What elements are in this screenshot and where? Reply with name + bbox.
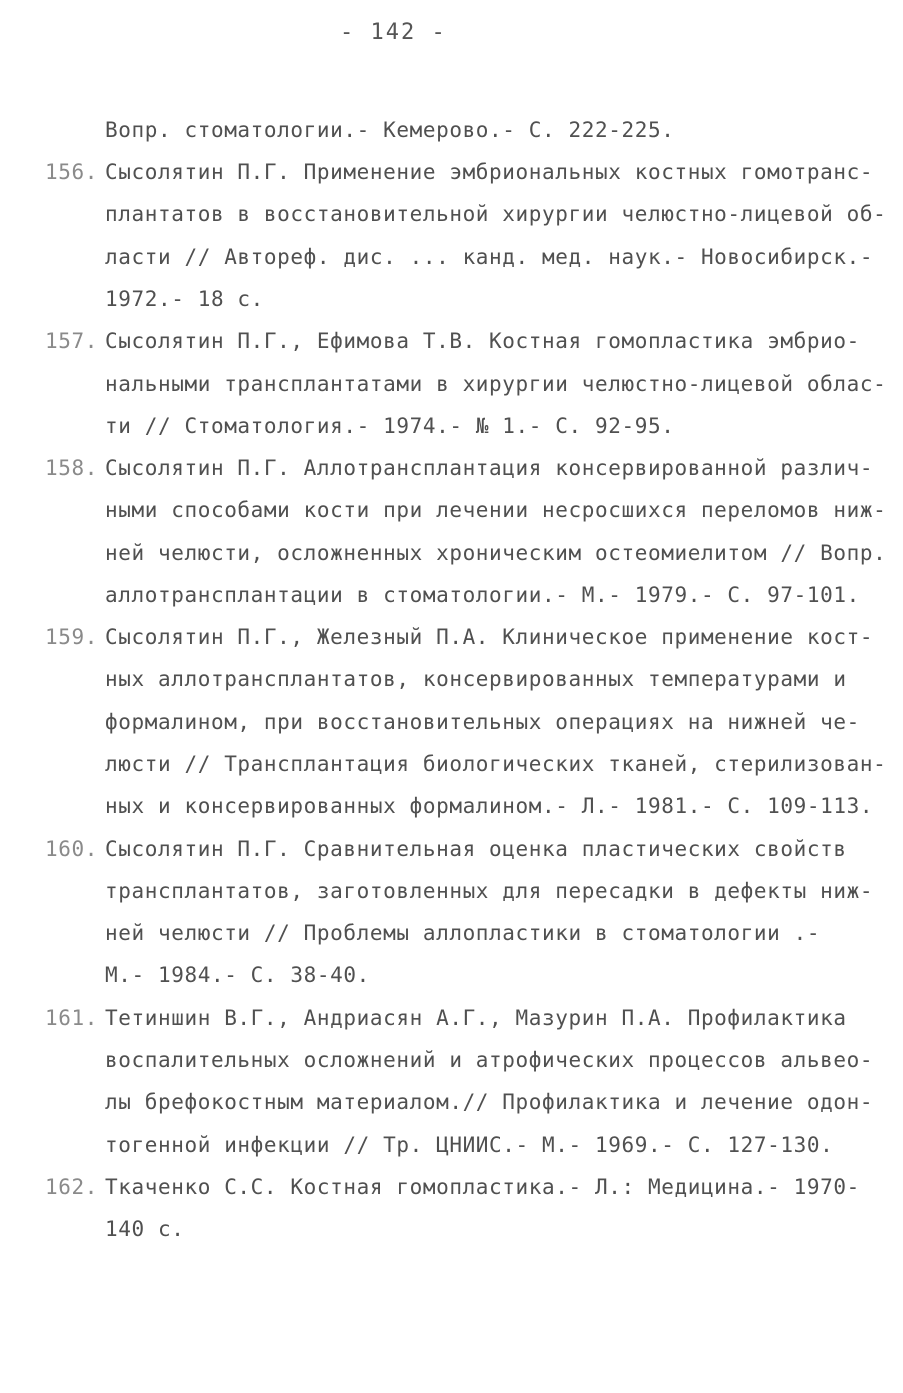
reference-line: ными способами кости при лечении несросшихся переломов ниж- xyxy=(105,498,887,522)
reference-line: Сысолятин П.Г., Железный П.А. Клиническое применение кост- xyxy=(105,625,874,649)
reference-line: ласти // Автореф. дис. ... канд. мед. наук.- Новосибирск.- xyxy=(105,245,874,269)
reference-line: ных и консервированных формалином.- Л.- 1981.- С. 109-113. xyxy=(105,794,874,818)
reference-line: лы брефокостным материалом.// Профилактика и лечение одон- xyxy=(105,1090,874,1114)
reference-line: трансплантатов, заготовленных для пересадки в дефекты ниж- xyxy=(105,879,874,903)
reference-line: М.- 1984.- С. 38-40. xyxy=(105,963,370,987)
reference-line: ней челюсти // Проблемы аллопластики в стоматологии .- xyxy=(105,921,821,945)
reference-number: 161. xyxy=(45,1006,98,1030)
reference-line: Сысолятин П.Г. Применение эмбриональных костных гомотранс- xyxy=(105,160,874,184)
reference-line: 140 с. xyxy=(105,1217,185,1241)
reference-line: аллотрансплантации в стоматологии.- М.- 1979.- С. 97-101. xyxy=(105,583,860,607)
reference-number: 158. xyxy=(45,456,98,480)
reference-line: Ткаченко С.С. Костная гомопластика.- Л.: Медицина.- 1970- xyxy=(105,1175,860,1199)
reference-line: нальными трансплантатами в хирургии челюстно-лицевой облас- xyxy=(105,372,887,396)
reference-line: люсти // Трансплантация биологических тканей, стерилизован- xyxy=(105,752,887,776)
reference-line: Сысолятин П.Г. Сравнительная оценка пластических свойств xyxy=(105,837,847,861)
page-number: - 142 - xyxy=(340,20,447,45)
reference-number: 162. xyxy=(45,1175,98,1199)
reference-line: 1972.- 18 с. xyxy=(105,287,264,311)
reference-line: Тетиншин В.Г., Андриасян А.Г., Мазурин П.А. Профилактика xyxy=(105,1006,847,1030)
reference-number: 159. xyxy=(45,625,98,649)
reference-line: воспалительных осложнений и атрофических процессов альвео- xyxy=(105,1048,874,1072)
reference-number: 157. xyxy=(45,329,98,353)
reference-line: ных аллотрансплантатов, консервированных температурами и xyxy=(105,667,847,691)
reference-line: формалином, при восстановительных операциях на нижней че- xyxy=(105,710,860,734)
reference-line: Сысолятин П.Г. Аллотрансплантация консервированной различ- xyxy=(105,456,874,480)
reference-line: плантатов в восстановительной хирургии челюстно-лицевой об- xyxy=(105,202,887,226)
reference-number: 156. xyxy=(45,160,98,184)
reference-line: ти // Стоматология.- 1974.- № 1.- С. 92-95. xyxy=(105,414,675,438)
reference-number: 160. xyxy=(45,837,98,861)
continuation-line: Вопр. стоматологии.- Кемерово.- С. 222-225. xyxy=(105,118,675,142)
reference-line: ней челюсти, осложненных хроническим остеомиелитом // Вопр. xyxy=(105,541,887,565)
reference-line: Сысолятин П.Г., Ефимова Т.В. Костная гомопластика эмбрио- xyxy=(105,329,860,353)
reference-line: тогенной инфекции // Тр. ЦНИИС.- М.- 1969.- С. 127-130. xyxy=(105,1133,834,1157)
